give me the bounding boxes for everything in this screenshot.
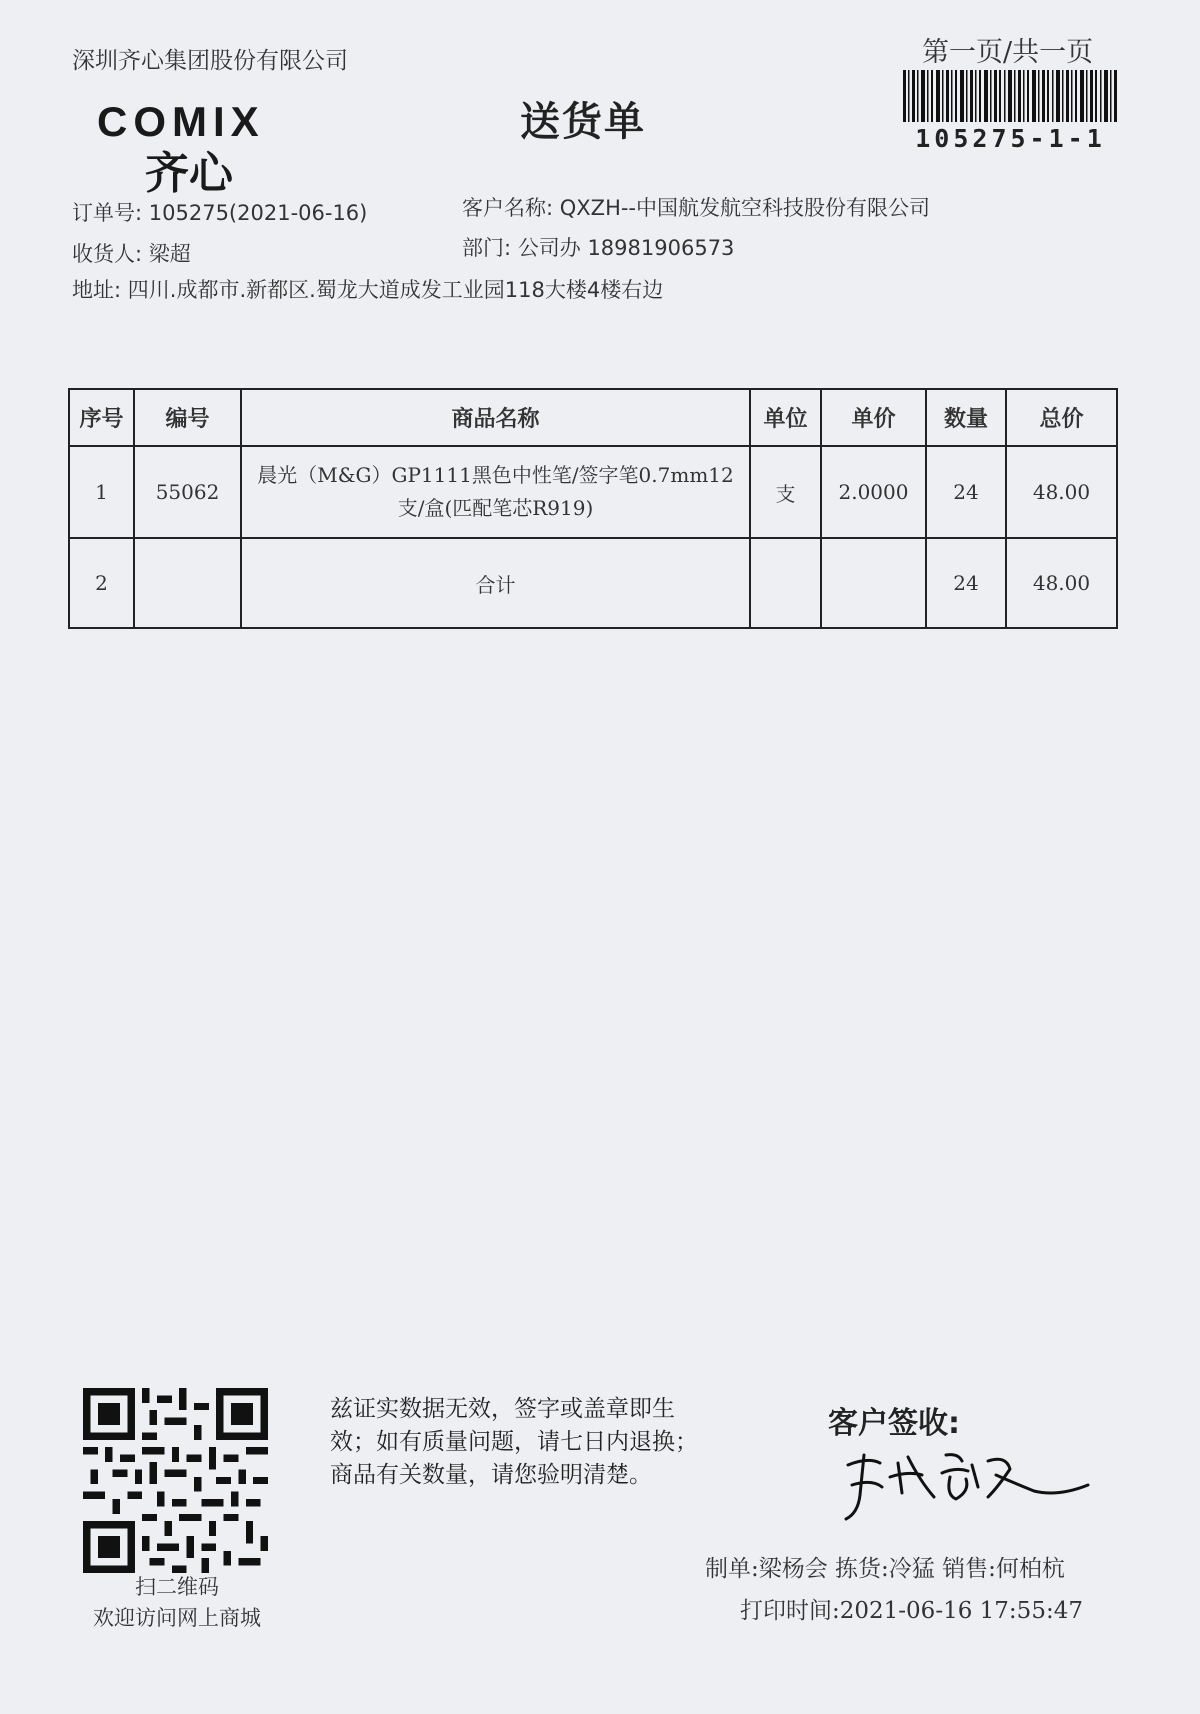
- customer-sign-label: 客户签收:: [828, 1406, 960, 1441]
- cell-code: [134, 538, 241, 628]
- print-time: 打印时间:2021-06-16 17:55:47: [740, 1598, 1083, 1624]
- notice-text: [330, 1393, 750, 1492]
- header-unit: 单位: [750, 389, 821, 446]
- header-seq: 序号: [69, 389, 134, 446]
- company-name: 深圳齐心集团股份有限公司: [72, 48, 348, 74]
- cell-total: 48.00: [1006, 446, 1117, 538]
- address-value: 四川.成都市.新都区.蜀龙大道成发工业园118大楼4楼右边: [127, 278, 664, 302]
- product-name-line1: 晨光（M&G）GP1111黑色中性笔/签字笔0.7mm12: [257, 463, 734, 487]
- order-number: [72, 197, 367, 227]
- qr-caption-line1: 扫二维码: [135, 1575, 219, 1599]
- header-total: 总价: [1006, 389, 1117, 446]
- header-unit-price: 单价: [821, 389, 926, 446]
- page-indicator: 第一页/共一页: [922, 37, 1094, 68]
- receiver: [72, 238, 191, 268]
- department-value: 公司办 18981906573: [517, 236, 735, 260]
- cell-unit-price: [821, 538, 926, 628]
- svg-text:COMIX: COMIX: [97, 100, 265, 145]
- customer-name-value: QXZH--中国航发航空科技股份有限公司: [559, 196, 931, 220]
- header-product-name: 商品名称: [241, 389, 750, 446]
- cell-unit-price: 2.0000: [821, 446, 926, 538]
- cell-quantity: 24: [926, 446, 1006, 538]
- cell-seq: 1: [69, 446, 134, 538]
- cell-seq: 2: [69, 538, 134, 628]
- cell-product-name: [241, 446, 750, 538]
- table-row-summary: [69, 538, 1117, 628]
- notice-line: 商品有关数量，请您验明清楚。: [330, 1462, 652, 1488]
- table-row: [69, 446, 1117, 538]
- department-label: 部门:: [462, 236, 512, 260]
- order-number-value: 105275(2021-06-16): [148, 201, 368, 225]
- svg-text:齐心: 齐心: [145, 148, 233, 195]
- customer-name: [462, 192, 930, 222]
- order-number-label: 订单号:: [72, 201, 143, 225]
- table-header-row: [69, 389, 1117, 446]
- document-title: 送货单: [520, 99, 646, 145]
- cell-unit: 支: [750, 446, 821, 538]
- signature-image: [838, 1435, 1098, 1525]
- comix-logo: [95, 100, 320, 195]
- notice-line: 兹证实数据无效，签字或盖章即生: [330, 1396, 675, 1422]
- customer-name-label: 客户名称:: [462, 196, 554, 220]
- cell-unit: [750, 538, 821, 628]
- receiver-value: 梁超: [148, 242, 191, 266]
- department: [462, 232, 734, 262]
- address-label: 地址:: [72, 278, 122, 302]
- cell-summary-label: 合计: [241, 538, 750, 628]
- cell-code: 55062: [134, 446, 241, 538]
- staff-info: 制单:梁杨会 拣货:冷猛 销售:何柏杭: [705, 1556, 1065, 1582]
- receiver-label: 收货人:: [72, 242, 143, 266]
- notice-line: 效；如有质量问题，请七日内退换；: [330, 1429, 698, 1455]
- items-table: [68, 388, 1118, 629]
- cell-quantity-total: 24: [926, 538, 1006, 628]
- product-name-line2: 支/盒(匹配笔芯R919): [397, 496, 594, 520]
- qr-caption-line2: 欢迎访问网上商城: [93, 1606, 261, 1630]
- barcode-number: 105275-1-1: [915, 124, 1106, 153]
- header-quantity: 数量: [926, 389, 1006, 446]
- barcode-image: [903, 70, 1118, 122]
- qr-caption: [72, 1572, 282, 1634]
- cell-grand-total: 48.00: [1006, 538, 1117, 628]
- address: [72, 274, 663, 304]
- header-code: 编号: [134, 389, 241, 446]
- qr-code-icon[interactable]: [83, 1388, 268, 1573]
